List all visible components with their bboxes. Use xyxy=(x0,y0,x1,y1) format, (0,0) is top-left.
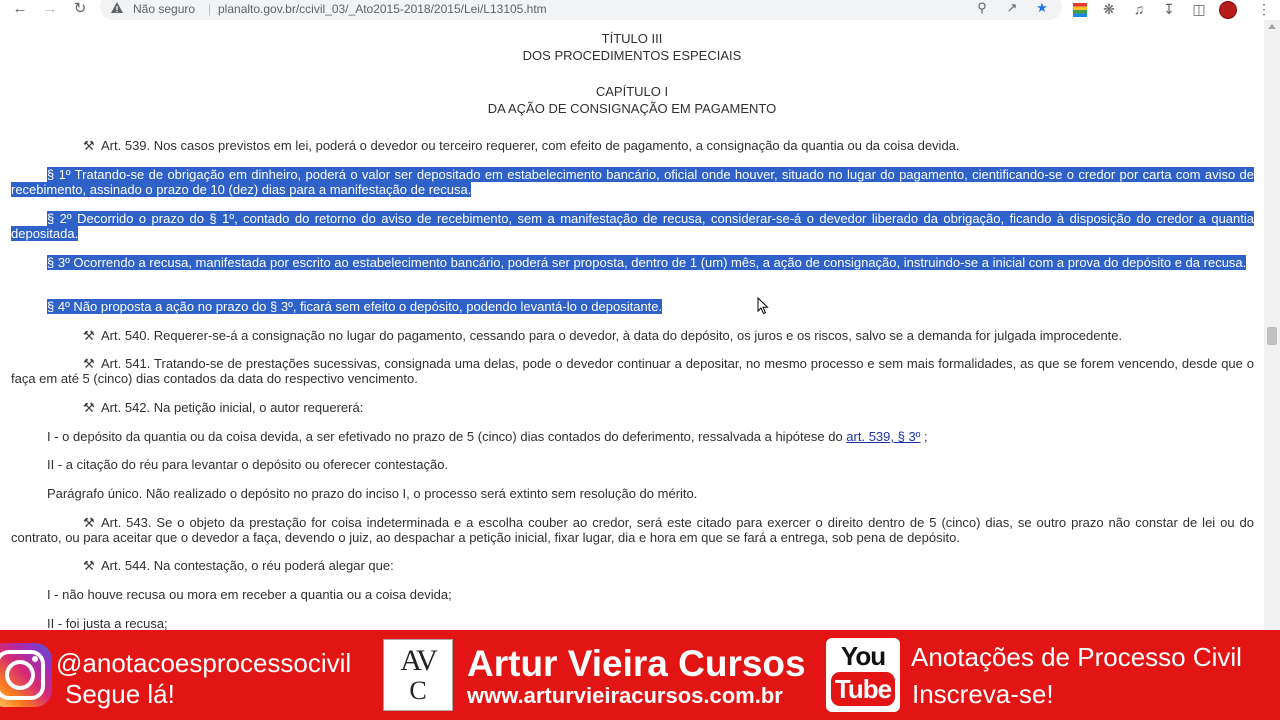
article-542-item-ii-text: II - a citação do réu para levantar o depósito ou oferecer contestação. xyxy=(47,457,449,472)
vertical-scrollbar[interactable] xyxy=(1264,20,1280,630)
article-543 xyxy=(11,515,1254,545)
security-label[interactable]: Não seguro xyxy=(133,2,196,16)
hammer-icon[interactable]: ⚒ xyxy=(83,400,95,415)
article-544-item-i xyxy=(11,587,1254,602)
url-text[interactable]: planalto.gov.br/ccivil_03/_Ato2015-2018/2015/Lei/L13105.htm xyxy=(218,2,547,16)
bookmark-star-icon[interactable]: ★ xyxy=(1036,0,1048,15)
profile-avatar[interactable] xyxy=(1219,1,1239,19)
mouse-cursor-icon xyxy=(757,297,769,315)
address-bar[interactable] xyxy=(100,0,1062,20)
article-541 xyxy=(11,356,1254,386)
brand-name: Artur Vieira Cursos xyxy=(467,643,806,684)
paragraph-2 xyxy=(11,211,1254,241)
avc-logo xyxy=(383,639,453,711)
article-544-item-ii xyxy=(11,616,1254,630)
hammer-icon[interactable]: ⚒ xyxy=(83,558,95,573)
back-arrow-icon[interactable]: ← xyxy=(12,0,28,17)
zoom-icon[interactable]: ⚲ xyxy=(977,0,987,15)
article-539 xyxy=(11,138,1254,153)
warning-icon[interactable] xyxy=(110,1,124,15)
article-542-item-i-text: I - o depósito da quantia ou da coisa devida, a ser efetivado no prazo de 5 (cinco) dias contados do deferimento, ressalvada a hipótese do xyxy=(47,429,847,444)
color-extension-icon[interactable] xyxy=(1070,1,1090,19)
share-icon[interactable]: ↗ xyxy=(1006,0,1018,15)
website-url: www.arturvieiracursos.com.br xyxy=(467,683,783,708)
download-icon[interactable]: ↧ xyxy=(1163,1,1175,17)
paragraph-2-text: § 2º Decorrido o prazo do § 1º, contado do retorno do aviso de recebimento, sem a manifestação de recusa, considerar-se-á o devedor liberado da obrigação, ficando à disposição do credor a quantia depositada. xyxy=(11,211,1254,241)
promo-banner xyxy=(0,630,1280,720)
article-542-sole-paragraph xyxy=(11,486,1254,501)
instagram-icon xyxy=(0,643,52,707)
side-panel-icon[interactable]: ◫ xyxy=(1192,1,1206,17)
scrollbar-thumb[interactable] xyxy=(1267,327,1277,345)
instagram-handle: @anotacoesprocessocivil xyxy=(56,648,352,678)
article-540 xyxy=(11,328,1254,343)
subscribe-text: Inscreva-se! xyxy=(912,679,1054,709)
article-542-text: Art. 542. Na petição inicial, o autor requererá: xyxy=(101,400,364,415)
article-544-item-i-text: I - não houve recusa ou mora em receber a quantia ou a coisa devida; xyxy=(47,587,452,602)
subtitle-heading: DOS PROCEDIMENTOS ESPECIAIS xyxy=(522,48,742,63)
hammer-icon[interactable]: ⚒ xyxy=(83,356,95,371)
paragraph-1 xyxy=(11,167,1254,197)
youtube-tube-text: Tube xyxy=(831,672,895,706)
article-542 xyxy=(11,400,1254,415)
hammer-icon[interactable]: ⚒ xyxy=(83,138,95,153)
article-539-text: Art. 539. Nos casos previstos em lei, poderá o devedor ou terceiro requerer, com efeito de pagamento, a consignação da quantia ou da coisa devida. xyxy=(101,138,960,153)
logo-letters: AV xyxy=(400,644,436,677)
media-control-icon[interactable]: ♫ xyxy=(1133,1,1145,17)
title-heading: TÍTULO III xyxy=(601,31,663,46)
reload-icon[interactable]: ↻ xyxy=(73,0,87,17)
article-544 xyxy=(11,558,1254,573)
web-page-content xyxy=(0,20,1264,630)
article-542-item-i-end: ; xyxy=(920,429,928,444)
article-542-item-ii xyxy=(11,457,1254,472)
article-544-item-ii-text: II - foi justa a recusa; xyxy=(47,616,168,630)
article-543-text: Art. 543. Se o objeto da prestação for coisa indeterminada e a escolha couber ao credor, será este citado para exercer o direito dentro de 5 (cinco) dias, se outro prazo não constar de lei ou do contrato, ou para aceitar que o devedor a faça, devendo o juiz, ao despachar a petição inicial, fixar lugar, dia e hora em que se fará a entrega, sob pena de depósito. xyxy=(11,515,1254,545)
omnibox-separator: | xyxy=(208,2,212,16)
puzzle-extensions-icon[interactable]: ❋ xyxy=(1103,1,1115,17)
scroll-up-arrow-icon[interactable] xyxy=(1268,24,1276,29)
follow-text: Segue lá! xyxy=(65,679,175,709)
youtube-logo-icon xyxy=(826,638,900,712)
paragraph-4-text: § 4º Não proposta a ação no prazo do § 3º, ficará sem efeito o depósito, podendo levantá-lo o depositante. xyxy=(47,299,663,314)
article-542-sole-paragraph-text: Parágrafo único. Não realizado o depósito no prazo do inciso I, o processo será extinto sem resolução do mérito. xyxy=(47,486,698,501)
paragraph-1-text: § 1º Tratando-se de obrigação em dinheiro, poderá o valor ser depositado em estabelecimento bancário, oficial onde houver, situado no lugar do pagamento, cientificando-se o credor por carta com aviso de recebimento, assinado o prazo de 10 (dez) dias para a manifestação de recusa. xyxy=(11,167,1254,197)
chapter-heading: CAPÍTULO I xyxy=(595,84,669,99)
article-542-item-i xyxy=(11,429,1254,444)
chapter-title: DA AÇÃO DE CONSIGNAÇÃO EM PAGAMENTO xyxy=(487,101,777,116)
article-540-text: Art. 540. Requerer-se-á a consignação no lugar do pagamento, cessando para o devedor, à data do depósito, os juros e os riscos, salvo se a demanda for julgada improcedente. xyxy=(101,328,1123,343)
paragraph-4 xyxy=(11,299,1254,314)
channel-name: Anotações de Processo Civil xyxy=(911,642,1242,672)
hammer-icon[interactable]: ⚒ xyxy=(83,515,95,530)
browser-toolbar xyxy=(0,0,1280,20)
forward-arrow-icon[interactable]: → xyxy=(42,0,58,17)
article-544-text: Art. 544. Na contestação, o réu poderá alegar que: xyxy=(101,558,394,573)
youtube-you-text: You xyxy=(840,641,886,671)
paragraph-3-text: § 3º Ocorrendo a recusa, manifestada por escrito ao estabelecimento bancário, poderá ser proposta, dentro de 1 (um) mês, a ação de consignação, instruindo-se a inicial com a prova do depósito e da recusa. xyxy=(47,255,1247,270)
hammer-icon[interactable]: ⚒ xyxy=(83,328,95,343)
logo-letter-c: C xyxy=(409,676,427,705)
article-539-link[interactable]: art. 539, § 3º xyxy=(846,429,921,444)
menu-kebab-icon[interactable]: ⋮ xyxy=(1257,1,1271,17)
paragraph-3 xyxy=(11,255,1254,270)
article-541-text: Art. 541. Tratando-se de prestações sucessivas, consignada uma delas, pode o devedor continuar a depositar, no mesmo processo e sem mais formalidades, as que se forem vencendo, desde que o faça em até 5 (cinco) dias contados da data do respectivo vencimento. xyxy=(11,356,1254,386)
